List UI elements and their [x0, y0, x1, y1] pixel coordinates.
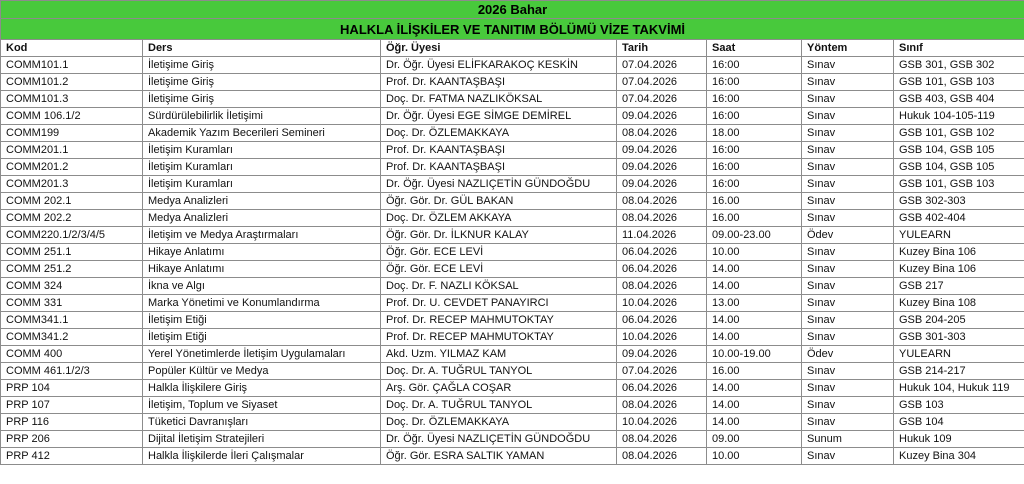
table-row [1, 227, 1024, 244]
cell-date[interactable]: 08.04.2026 [617, 397, 707, 414]
table-row [1, 278, 1024, 295]
cell-course[interactable]: İletişim Etiği [143, 312, 381, 329]
cell-course[interactable]: Halkla İlişkilere Giriş [143, 380, 381, 397]
cell-course[interactable]: Hikaye Anlatımı [143, 261, 381, 278]
cell-time[interactable]: 16:00 [707, 159, 802, 176]
cell-method[interactable]: Sınav [802, 108, 894, 125]
cell-method[interactable]: Ödev [802, 227, 894, 244]
cell-code[interactable]: COMM 251.1 [1, 244, 143, 261]
cell-method[interactable]: Sınav [802, 363, 894, 380]
cell-time[interactable]: 09.00 [707, 431, 802, 448]
cell-room[interactable]: GSB 101, GSB 103 [894, 74, 1024, 91]
cell-code[interactable]: COMM 400 [1, 346, 143, 363]
cell-code[interactable]: COMM 251.2 [1, 261, 143, 278]
cell-method[interactable]: Sınav [802, 261, 894, 278]
cell-method[interactable]: Sunum [802, 431, 894, 448]
cell-date[interactable]: 06.04.2026 [617, 380, 707, 397]
cell-course[interactable]: İletişim Kuramları [143, 142, 381, 159]
cell-instructor[interactable]: Doç. Dr. A. TUĞRUL TANYOL [381, 363, 617, 380]
cell-course[interactable]: İletişim ve Medya Araştırmaları [143, 227, 381, 244]
cell-course[interactable]: Yerel Yönetimlerde İletişim Uygulamaları [143, 346, 381, 363]
cell-room[interactable]: GSB 301-303 [894, 329, 1024, 346]
cell-code[interactable]: COMM 106.1/2 [1, 108, 143, 125]
header-method[interactable]: Yöntem [802, 40, 894, 57]
header-room[interactable]: Sınıf [894, 40, 1024, 57]
cell-room[interactable]: GSB 104, GSB 105 [894, 159, 1024, 176]
cell-course[interactable]: Sürdürülebilirlik İletişimi [143, 108, 381, 125]
cell-time[interactable]: 14.00 [707, 261, 802, 278]
table-row [1, 57, 1024, 74]
table-row [1, 142, 1024, 159]
cell-course[interactable]: İletişim Etiği [143, 329, 381, 346]
cell-date[interactable]: 08.04.2026 [617, 431, 707, 448]
cell-date[interactable]: 08.04.2026 [617, 193, 707, 210]
cell-room[interactable]: GSB 302-303 [894, 193, 1024, 210]
cell-course[interactable]: Medya Analizleri [143, 210, 381, 227]
cell-method[interactable]: Sınav [802, 397, 894, 414]
cell-date[interactable]: 10.04.2026 [617, 329, 707, 346]
cell-instructor[interactable]: Öğr. Gör. ECE LEVİ [381, 261, 617, 278]
cell-date[interactable]: 07.04.2026 [617, 57, 707, 74]
cell-date[interactable]: 09.04.2026 [617, 176, 707, 193]
cell-method[interactable]: Sınav [802, 125, 894, 142]
cell-date[interactable]: 08.04.2026 [617, 210, 707, 227]
cell-course[interactable]: İletişim, Toplum ve Siyaset [143, 397, 381, 414]
table-row [1, 74, 1024, 91]
cell-code[interactable]: COMM 461.1/2/3 [1, 363, 143, 380]
cell-date[interactable]: 08.04.2026 [617, 278, 707, 295]
cell-code[interactable]: COMM101.3 [1, 91, 143, 108]
cell-code[interactable]: COMM 331 [1, 295, 143, 312]
cell-method[interactable]: Sınav [802, 159, 894, 176]
cell-method[interactable]: Sınav [802, 57, 894, 74]
cell-instructor[interactable]: Dr. Öğr. Üyesi ELİFKARAKOÇ KESKİN [381, 57, 617, 74]
cell-course[interactable]: İkna ve Algı [143, 278, 381, 295]
cell-instructor[interactable]: Prof. Dr. U. CEVDET PANAYIRCI [381, 295, 617, 312]
cell-instructor[interactable]: Doç. Dr. FATMA NAZLIKÖKSAL [381, 91, 617, 108]
table-row [1, 329, 1024, 346]
cell-instructor[interactable]: Dr. Öğr. Üyesi EGE SİMGE DEMİREL [381, 108, 617, 125]
cell-room[interactable]: GSB 403, GSB 404 [894, 91, 1024, 108]
cell-time[interactable]: 09.00-23.00 [707, 227, 802, 244]
cell-course[interactable]: Halkla İlişkilerde İleri Çalışmalar [143, 448, 381, 465]
table-row [1, 346, 1024, 363]
cell-instructor[interactable]: Öğr. Gör. ECE LEVİ [381, 244, 617, 261]
cell-method[interactable]: Sınav [802, 448, 894, 465]
header-row [1, 40, 1024, 57]
cell-code[interactable]: COMM201.2 [1, 159, 143, 176]
cell-time[interactable]: 14.00 [707, 414, 802, 431]
cell-instructor[interactable]: Prof. Dr. KAANTAŞBAŞI [381, 74, 617, 91]
cell-method[interactable]: Sınav [802, 176, 894, 193]
cell-course[interactable]: Popüler Kültür ve Medya [143, 363, 381, 380]
cell-code[interactable]: PRP 116 [1, 414, 143, 431]
table-row [1, 295, 1024, 312]
cell-course[interactable]: İletişime Giriş [143, 57, 381, 74]
cell-room[interactable]: Kuzey Bina 106 [894, 244, 1024, 261]
cell-date[interactable]: 09.04.2026 [617, 346, 707, 363]
cell-course[interactable]: Akademik Yazım Becerileri Semineri [143, 125, 381, 142]
table-row [1, 159, 1024, 176]
cell-time[interactable]: 13.00 [707, 295, 802, 312]
cell-course[interactable]: İletişime Giriş [143, 91, 381, 108]
table-row [1, 363, 1024, 380]
cell-time[interactable]: 16:00 [707, 57, 802, 74]
cell-date[interactable]: 07.04.2026 [617, 74, 707, 91]
cell-time[interactable]: 16:00 [707, 108, 802, 125]
table-row [1, 176, 1024, 193]
cell-time[interactable]: 16.00 [707, 193, 802, 210]
cell-time[interactable]: 16:00 [707, 142, 802, 159]
semester-title: 2026 Bahar [1, 1, 1024, 19]
cell-room[interactable]: GSB 101, GSB 103 [894, 176, 1024, 193]
cell-code[interactable]: COMM101.1 [1, 57, 143, 74]
cell-course[interactable]: Dijital İletişim Stratejileri [143, 431, 381, 448]
cell-method[interactable]: Sınav [802, 329, 894, 346]
cell-room[interactable]: Kuzey Bina 304 [894, 448, 1024, 465]
cell-time[interactable]: 10.00 [707, 244, 802, 261]
cell-method[interactable]: Sınav [802, 278, 894, 295]
cell-code[interactable]: COMM 202.2 [1, 210, 143, 227]
header-course[interactable]: Ders [143, 40, 381, 57]
cell-room[interactable]: GSB 214-217 [894, 363, 1024, 380]
cell-instructor[interactable]: Öğr. Gör. Dr. İLKNUR KALAY [381, 227, 617, 244]
cell-time[interactable]: 16:00 [707, 91, 802, 108]
cell-room[interactable]: Hukuk 104, Hukuk 119 [894, 380, 1024, 397]
cell-code[interactable]: PRP 104 [1, 380, 143, 397]
cell-instructor[interactable]: Prof. Dr. RECEP MAHMUTOKTAY [381, 312, 617, 329]
cell-code[interactable]: PRP 412 [1, 448, 143, 465]
cell-method[interactable]: Sınav [802, 142, 894, 159]
header-time[interactable]: Saat [707, 40, 802, 57]
cell-method[interactable]: Sınav [802, 312, 894, 329]
cell-time[interactable]: 14.00 [707, 278, 802, 295]
cell-instructor[interactable]: Doç. Dr. F. NAZLI KÖKSAL [381, 278, 617, 295]
cell-time[interactable]: 10.00-19.00 [707, 346, 802, 363]
cell-code[interactable]: COMM341.2 [1, 329, 143, 346]
cell-time[interactable]: 16.00 [707, 363, 802, 380]
table-row [1, 414, 1024, 431]
cell-code[interactable]: PRP 206 [1, 431, 143, 448]
table-row [1, 431, 1024, 448]
table-row [1, 193, 1024, 210]
cell-method[interactable]: Sınav [802, 91, 894, 108]
cell-room[interactable]: GSB 217 [894, 278, 1024, 295]
header-instructor[interactable]: Öğr. Üyesi [381, 40, 617, 57]
cell-method[interactable]: Ödev [802, 346, 894, 363]
cell-instructor[interactable]: Doç. Dr. ÖZLEMAKKAYA [381, 414, 617, 431]
cell-time[interactable]: 14.00 [707, 329, 802, 346]
cell-time[interactable]: 16:00 [707, 176, 802, 193]
cell-method[interactable]: Sınav [802, 193, 894, 210]
cell-instructor[interactable]: Arş. Gör. ÇAĞLA COŞAR [381, 380, 617, 397]
cell-date[interactable]: 07.04.2026 [617, 363, 707, 380]
cell-time[interactable]: 14.00 [707, 312, 802, 329]
cell-course[interactable]: Medya Analizleri [143, 193, 381, 210]
cell-instructor[interactable]: Prof. Dr. RECEP MAHMUTOKTAY [381, 329, 617, 346]
cell-date[interactable]: 10.04.2026 [617, 295, 707, 312]
title-banner-row [1, 19, 1024, 40]
cell-room[interactable]: Hukuk 109 [894, 431, 1024, 448]
semester-banner-row [1, 1, 1024, 19]
cell-date[interactable]: 10.04.2026 [617, 414, 707, 431]
cell-time[interactable]: 18.00 [707, 125, 802, 142]
cell-instructor[interactable]: Dr. Öğr. Üyesi NAZLIÇETİN GÜNDOĞDU [381, 176, 617, 193]
cell-code[interactable]: COMM201.3 [1, 176, 143, 193]
cell-date[interactable]: 09.04.2026 [617, 159, 707, 176]
table-row [1, 210, 1024, 227]
table-row [1, 312, 1024, 329]
cell-instructor[interactable]: Prof. Dr. KAANTAŞBAŞI [381, 159, 617, 176]
cell-course[interactable]: İletişime Giriş [143, 74, 381, 91]
cell-time[interactable]: 14.00 [707, 380, 802, 397]
table-row [1, 125, 1024, 142]
cell-code[interactable]: COMM 202.1 [1, 193, 143, 210]
cell-room[interactable]: GSB 104, GSB 105 [894, 142, 1024, 159]
cell-instructor[interactable]: Doç. Dr. ÖZLEM AKKAYA [381, 210, 617, 227]
cell-room[interactable]: Kuzey Bina 106 [894, 261, 1024, 278]
cell-instructor[interactable]: Akd. Uzm. YILMAZ KAM [381, 346, 617, 363]
cell-room[interactable]: YULEARN [894, 346, 1024, 363]
cell-method[interactable]: Sınav [802, 414, 894, 431]
cell-method[interactable]: Sınav [802, 210, 894, 227]
cell-course[interactable]: Marka Yönetimi ve Konumlandırma [143, 295, 381, 312]
cell-room[interactable]: GSB 103 [894, 397, 1024, 414]
cell-instructor[interactable]: Doç. Dr. A. TUĞRUL TANYOL [381, 397, 617, 414]
cell-date[interactable]: 06.04.2026 [617, 312, 707, 329]
cell-time[interactable]: 10.00 [707, 448, 802, 465]
table-row [1, 91, 1024, 108]
cell-date[interactable]: 06.04.2026 [617, 261, 707, 278]
cell-code[interactable]: PRP 107 [1, 397, 143, 414]
cell-code[interactable]: COMM201.1 [1, 142, 143, 159]
cell-room[interactable]: GSB 402-404 [894, 210, 1024, 227]
table-row [1, 380, 1024, 397]
cell-method[interactable]: Sınav [802, 380, 894, 397]
cell-method[interactable]: Sınav [802, 295, 894, 312]
cell-instructor[interactable]: Öğr. Gör. ESRA SALTIK YAMAN [381, 448, 617, 465]
cell-time[interactable]: 16:00 [707, 74, 802, 91]
cell-code[interactable]: COMM199 [1, 125, 143, 142]
table-row [1, 397, 1024, 414]
cell-time[interactable]: 16.00 [707, 210, 802, 227]
cell-room[interactable]: GSB 204-205 [894, 312, 1024, 329]
cell-method[interactable]: Sınav [802, 74, 894, 91]
cell-date[interactable]: 09.04.2026 [617, 108, 707, 125]
table-body [1, 1, 1024, 465]
cell-instructor[interactable]: Prof. Dr. KAANTAŞBAŞI [381, 142, 617, 159]
cell-code[interactable]: COMM 324 [1, 278, 143, 295]
cell-date[interactable]: 09.04.2026 [617, 142, 707, 159]
cell-code[interactable]: COMM220.1/2/3/4/5 [1, 227, 143, 244]
cell-code[interactable]: COMM341.1 [1, 312, 143, 329]
cell-time[interactable]: 14.00 [707, 397, 802, 414]
cell-instructor[interactable]: Dr. Öğr. Üyesi NAZLIÇETİN GÜNDOĞDU [381, 431, 617, 448]
cell-code[interactable]: COMM101.2 [1, 74, 143, 91]
cell-date[interactable]: 11.04.2026 [617, 227, 707, 244]
table-row [1, 448, 1024, 465]
cell-course[interactable]: İletişim Kuramları [143, 159, 381, 176]
cell-instructor[interactable]: Doç. Dr. ÖZLEMAKKAYA [381, 125, 617, 142]
header-code[interactable]: Kod [1, 40, 143, 57]
cell-room[interactable]: Hukuk 104-105-119 [894, 108, 1024, 125]
table-row [1, 108, 1024, 125]
cell-instructor[interactable]: Öğr. Gör. Dr. GÜL BAKAN [381, 193, 617, 210]
header-date[interactable]: Tarih [617, 40, 707, 57]
cell-room[interactable]: Kuzey Bina 108 [894, 295, 1024, 312]
cell-room[interactable]: GSB 101, GSB 102 [894, 125, 1024, 142]
cell-room[interactable]: YULEARN [894, 227, 1024, 244]
cell-date[interactable]: 07.04.2026 [617, 91, 707, 108]
table-row [1, 261, 1024, 278]
cell-course[interactable]: İletişim Kuramları [143, 176, 381, 193]
cell-room[interactable]: GSB 301, GSB 302 [894, 57, 1024, 74]
cell-date[interactable]: 08.04.2026 [617, 125, 707, 142]
table-row [1, 244, 1024, 261]
cell-room[interactable]: GSB 104 [894, 414, 1024, 431]
cell-date[interactable]: 08.04.2026 [617, 448, 707, 465]
cell-method[interactable]: Sınav [802, 244, 894, 261]
cell-date[interactable]: 06.04.2026 [617, 244, 707, 261]
cell-course[interactable]: Hikaye Anlatımı [143, 244, 381, 261]
page-title: HALKLA İLİŞKİLER VE TANITIM BÖLÜMÜ VİZE TAKVİMİ [1, 19, 1024, 40]
cell-course[interactable]: Tüketici Davranışları [143, 414, 381, 431]
